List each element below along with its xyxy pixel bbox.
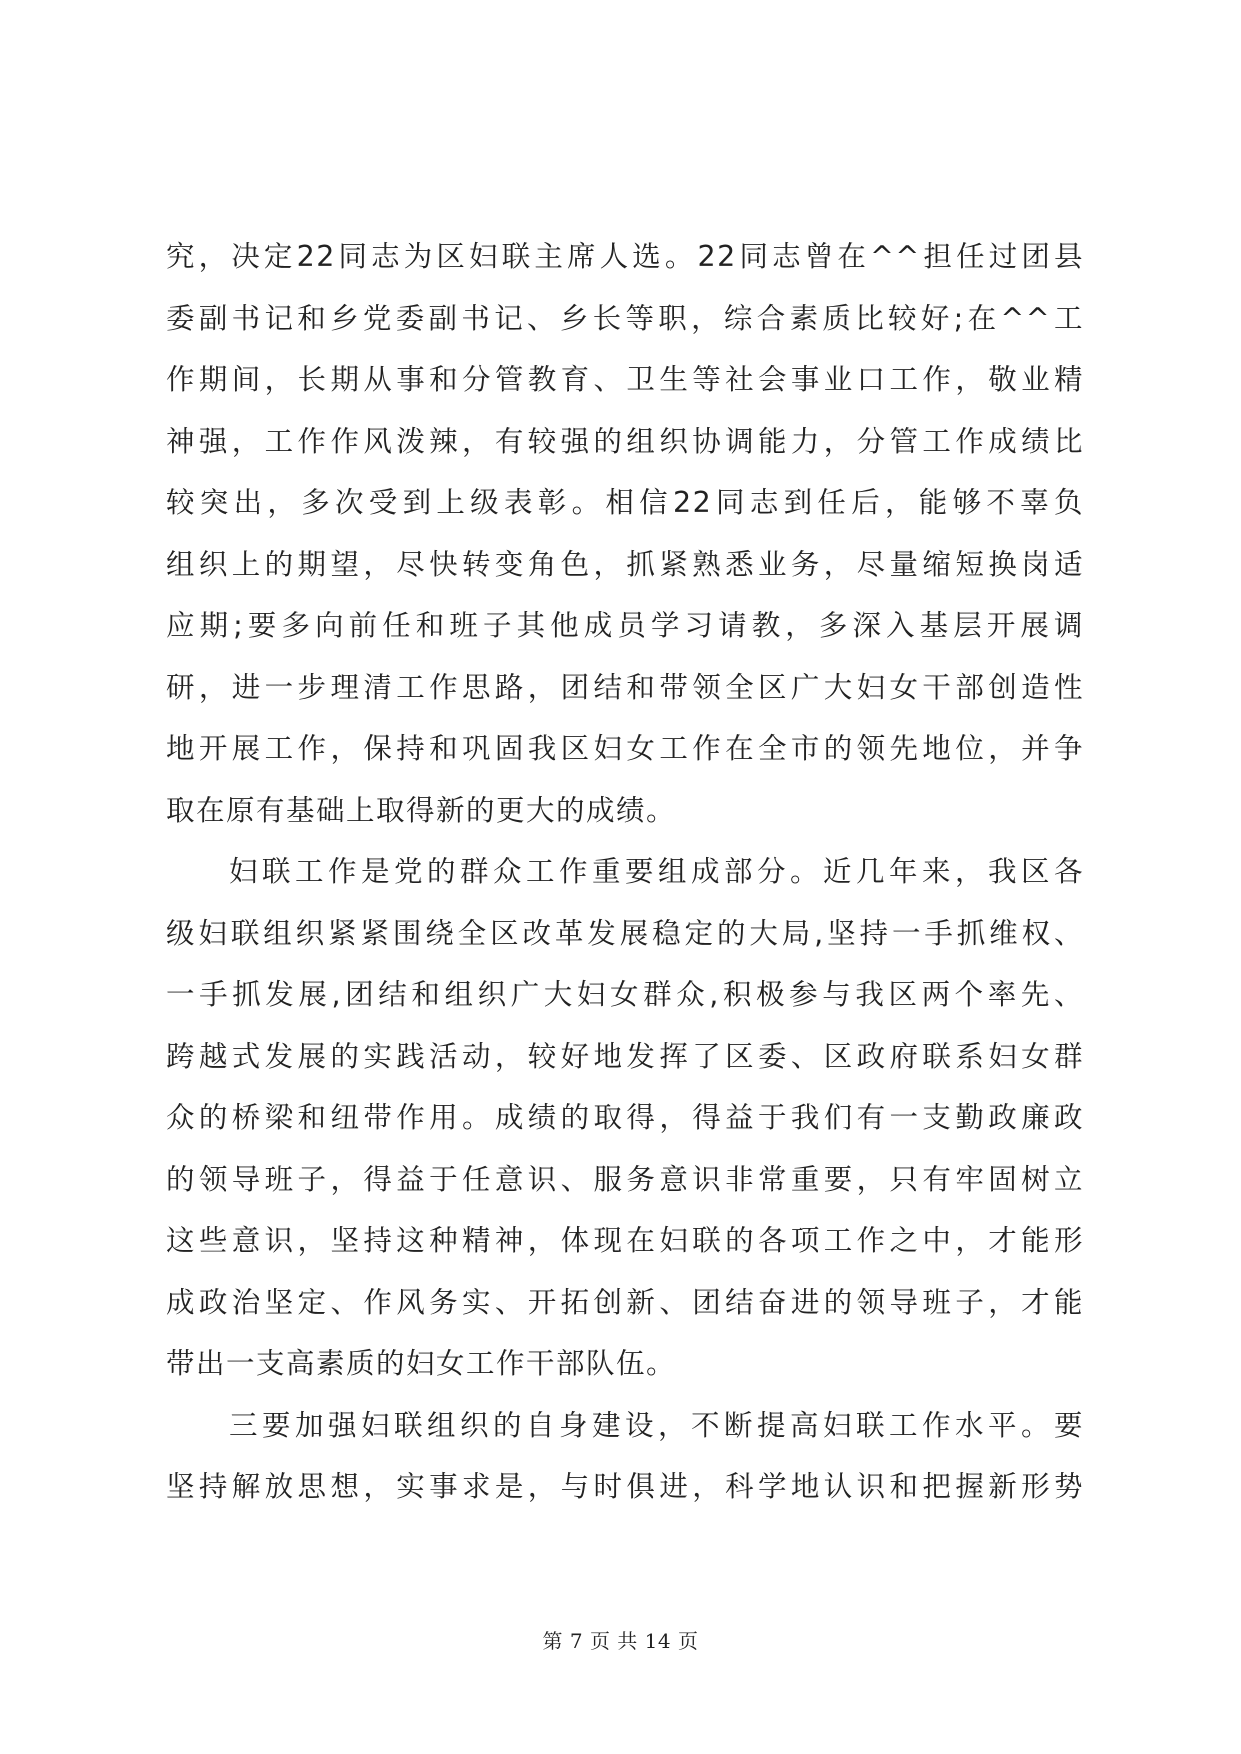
text-line: 众的桥梁和纽带作用。成绩的取得，得益于我们有一支勤政廉政 [166, 1101, 1084, 1134]
text-line: 地开展工作，保持和巩固我区妇女工作在全市的领先地位，并争 [166, 732, 1084, 765]
text-line: 妇联工作是党的群众工作重要组成部分。近几年来，我区各 [229, 855, 1084, 888]
text-line: 委副书记和乡党委副书记、乡长等职，综合素质比较好;在^^工 [166, 301, 1084, 335]
text-line: 作期间，长期从事和分管教育、卫生等社会事业口工作，敬业精 [166, 363, 1084, 396]
text-line: 究，决定22同志为区妇联主席人选。22同志曾在^^担任过团县 [166, 240, 1084, 273]
text-line: 较突出，多次受到上级表彰。相信22同志到任后，能够不辜负 [166, 486, 1084, 519]
text-line: 级妇联组织紧紧围绕全区改革发展稳定的大局,坚持一手抓维权、 [166, 916, 1084, 950]
text-line: 神强，工作作风泼辣，有较强的组织协调能力，分管工作成绩比 [166, 424, 1084, 458]
text-line: 三要加强妇联组织的自身建设，不断提高妇联工作水平。要 [229, 1408, 1084, 1442]
text-line: 取在原有基础上取得新的更大的成绩。 [166, 793, 677, 827]
text-line: 组织上的期望，尽快转变角色，抓紧熟悉业务，尽量缩短换岗适 [166, 547, 1084, 581]
text-line: 坚持解放思想，实事求是，与时俱进，科学地认识和把握新形势 [166, 1470, 1084, 1503]
text-line: 应期;要多向前任和班子其他成员学习请教，多深入基层开展调 [166, 609, 1084, 642]
page-footer [0, 1625, 1241, 1654]
text-line: 带出一支高素质的妇女工作干部队伍。 [166, 1347, 677, 1380]
text-line: 这些意识，坚持这种精神，体现在妇联的各项工作之中，才能形 [166, 1224, 1084, 1257]
text-line: 一手抓发展,团结和组织广大妇女群众,积极参与我区两个率先、 [166, 978, 1084, 1011]
page-number-label: 第 7 页 共 14 页 [542, 1629, 699, 1653]
text-line: 研，进一步理清工作思路，团结和带领全区广大妇女干部创造性 [166, 670, 1084, 704]
text-line: 成政治坚定、作风务实、开拓创新、团结奋进的领导班子，才能 [166, 1285, 1084, 1319]
body-text [166, 226, 1084, 1518]
text-line: 的领导班子，得益于任意识、服务意识非常重要，只有牢固树立 [166, 1162, 1084, 1196]
text-line: 跨越式发展的实践活动，较好地发挥了区委、区政府联系妇女群 [166, 1039, 1084, 1073]
